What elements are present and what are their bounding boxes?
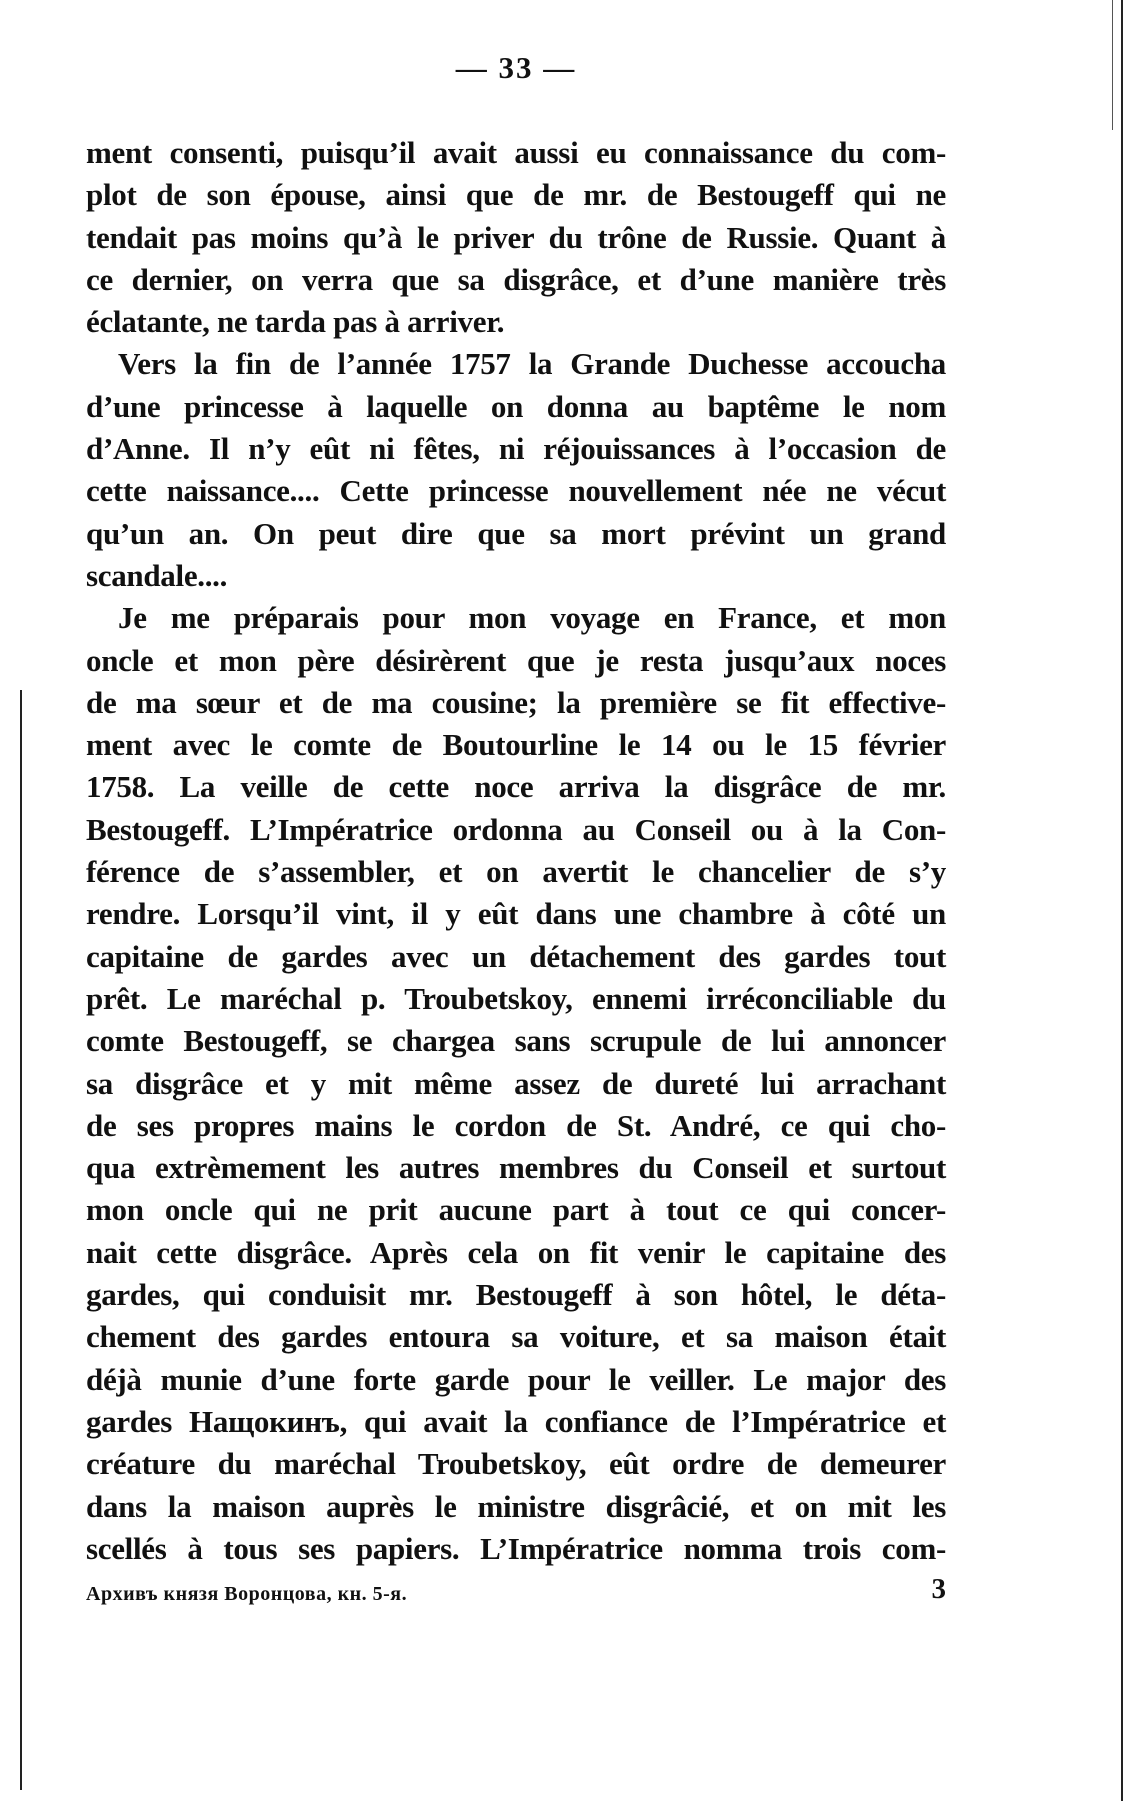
text-line: capitaine de gardes avec un détachement des gardes tout [86,938,946,974]
scan-edge-right [1121,0,1123,1801]
paragraph-3 [86,597,946,1570]
text-line: comte Bestougeff, se chargea sans scrupule de lui annoncer [86,1023,946,1059]
text-line: rendre. Lorsqu’il vint, il y eût dans une chambre à côté un [86,896,946,932]
text-line: déjà munie d’une forte garde pour le veiller. Le major des [86,1361,946,1397]
text-line: scandale.... [86,557,228,593]
text-line: tendait pas moins qu’à le priver du trône de Russie. Quant à [86,219,946,255]
text-line: qua extrèmement les autres membres du Conseil et surtout [86,1150,946,1186]
signature-mark: 3 [931,1573,946,1605]
page-body [86,50,946,1570]
text-line: créature du maréchal Troubetskoy, eût ordre de demeurer [86,1446,946,1482]
text-line: d’une princesse à laquelle on donna au baptême le nom [86,388,946,424]
text-line: 1758. La veille de cette noce arriva la disgrâce de mr. [86,769,946,805]
text-line: Bestougeff. L’Impératrice ordonna au Conseil ou à la Con- [86,811,946,847]
text-line: scellés à tous ses papiers. L’Impératrice nomma trois com- [86,1530,946,1566]
text-line: dans la maison auprès le ministre disgrâcié, et on mit les [86,1488,946,1524]
text-line: Je me préparais pour mon voyage en France, et mon [118,600,946,636]
text-line: chement des gardes entoura sa voiture, et sa maison était [86,1319,946,1355]
page-number: — 33 — [455,50,577,85]
text-line: nait cette disgrâce. Après cela on fit venir le capitaine des [86,1234,946,1270]
text-line: ce dernier, on verra que sa disgrâce, et d’une manière très [86,261,946,297]
text-line: de ma sœur et de ma cousine; la première se fit effective- [86,684,946,720]
text-line: ment consenti, puisqu’il avait aussi eu connaissance du com- [86,135,946,170]
text-line: de ses propres mains le cordon de St. André, ce qui cho- [86,1107,946,1143]
paragraph-2 [86,343,946,597]
text-line: d’Anne. Il n’y eût ni fêtes, ni réjouissances à l’occasion de [86,431,946,467]
paragraph-1 [86,132,946,343]
text-line: qu’un an. On peut dire que sa mort prévint un grand [86,515,946,551]
text-line: gardes Нащокинъ, qui avait la confiance de l’Impératrice et [86,1403,946,1439]
text-line: férence de s’assembler, et on avertit le chancelier de s’y [86,854,946,890]
scan-edge-left [20,690,22,1790]
footer-source: Архивъ князя Воронцова, кн. 5-я. [86,1583,408,1605]
text-line: prêt. Le maréchal p. Troubetskoy, ennemi irréconciliable du [86,980,946,1016]
text-line: sa disgrâce et y mit même assez de dureté lui arrachant [86,1065,946,1101]
text-line: plot de son épouse, ainsi que de mr. de Bestougeff qui ne [86,177,946,213]
text-line: mon oncle qui ne prit aucune part à tout ce qui concer- [86,1192,946,1228]
text-line: gardes, qui conduisit mr. Bestougeff à son hôtel, le déta- [86,1277,946,1313]
text-line: éclatante, ne tarda pas à arriver. [86,304,505,340]
text-line: Vers la fin de l’année 1757 la Grande Duchesse accoucha [118,346,946,382]
text-line: ment avec le comte de Boutourline le 14 ou le 15 février [86,727,946,763]
page-footer [86,1573,946,1617]
scan-edge-right-inner [1112,0,1113,130]
text-line: oncle et mon père désirèrent que je resta jusqu’aux noces [86,642,946,678]
text-line: cette naissance.... Cette princesse nouvellement née ne vécut [86,473,946,509]
